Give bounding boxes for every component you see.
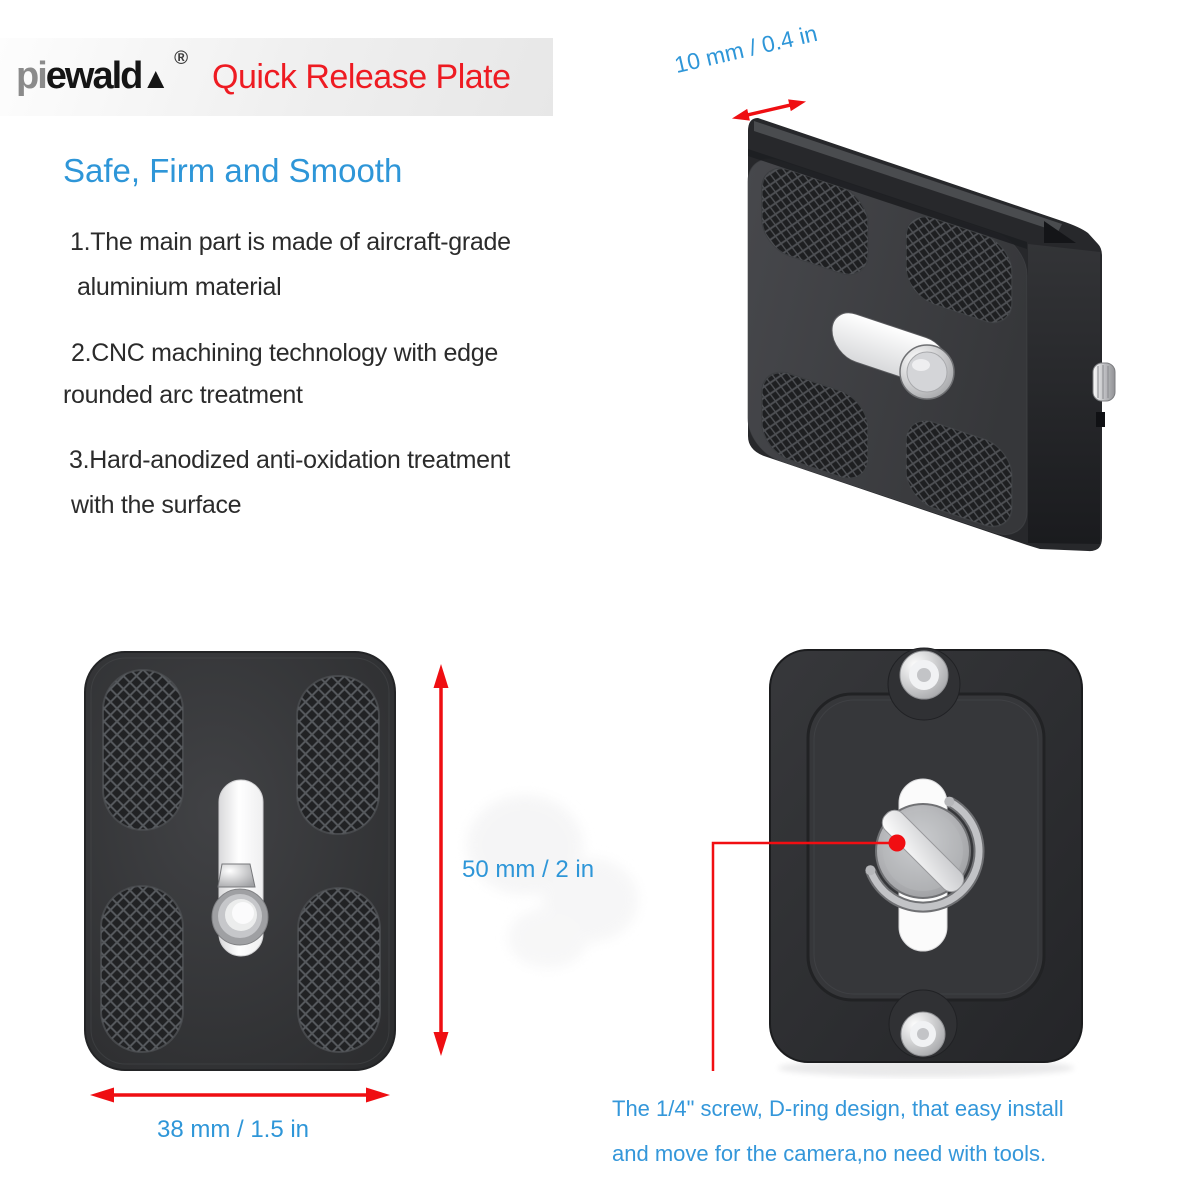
brand-logo-black-part: ewald xyxy=(45,55,142,97)
brand-logo-triangle-icon: ▲ xyxy=(141,63,171,95)
plate-back-bottom-screw xyxy=(901,1012,945,1056)
plate-front-view-photo xyxy=(85,652,395,1070)
feature-1-line-2: aluminium material xyxy=(77,273,282,301)
feature-1-line-1: 1.The main part is made of aircraft-grade xyxy=(70,228,511,256)
feature-2-line-1: 2.CNC machining technology with edge xyxy=(71,339,498,367)
plate-back-view-photo xyxy=(770,648,1082,1077)
thickness-dimension-label: 10 mm / 0.4 in xyxy=(671,19,820,79)
screw-caption-line-2: and move for the camera,no need with tools. xyxy=(612,1141,1047,1166)
feature-3-line-2: with the surface xyxy=(71,491,242,519)
width-dimension-label: 38 mm / 1.5 in xyxy=(156,1116,310,1143)
height-dimension-arrow xyxy=(434,664,449,1056)
brand-logo-gray-part: pi xyxy=(16,55,46,97)
plate-3d-photo xyxy=(748,118,1115,551)
height-dimension-label: 50 mm / 2 in xyxy=(462,856,595,883)
section-heading: Safe, Firm and Smooth xyxy=(63,152,403,189)
screw-caption-line-1: The 1/4" screw, D-ring design, that easy install xyxy=(612,1096,1064,1121)
plate-3d-knob xyxy=(1093,363,1115,427)
plate-3d-side-face xyxy=(1028,244,1100,544)
plate-3d-screw xyxy=(900,345,954,399)
width-dimension-arrow xyxy=(90,1088,390,1103)
feature-2-line-2: rounded arc treatment xyxy=(63,381,303,409)
thickness-dimension-arrow xyxy=(731,96,808,125)
plate-back-center-screw xyxy=(876,804,970,898)
plate-back-top-screw xyxy=(900,651,948,699)
feature-3-line-1: 3.Hard-anodized anti-oxidation treatment xyxy=(69,446,511,474)
page-title: Quick Release Plate xyxy=(212,58,511,96)
brand-logo xyxy=(16,48,189,107)
registered-trademark-icon: ® xyxy=(174,48,189,69)
